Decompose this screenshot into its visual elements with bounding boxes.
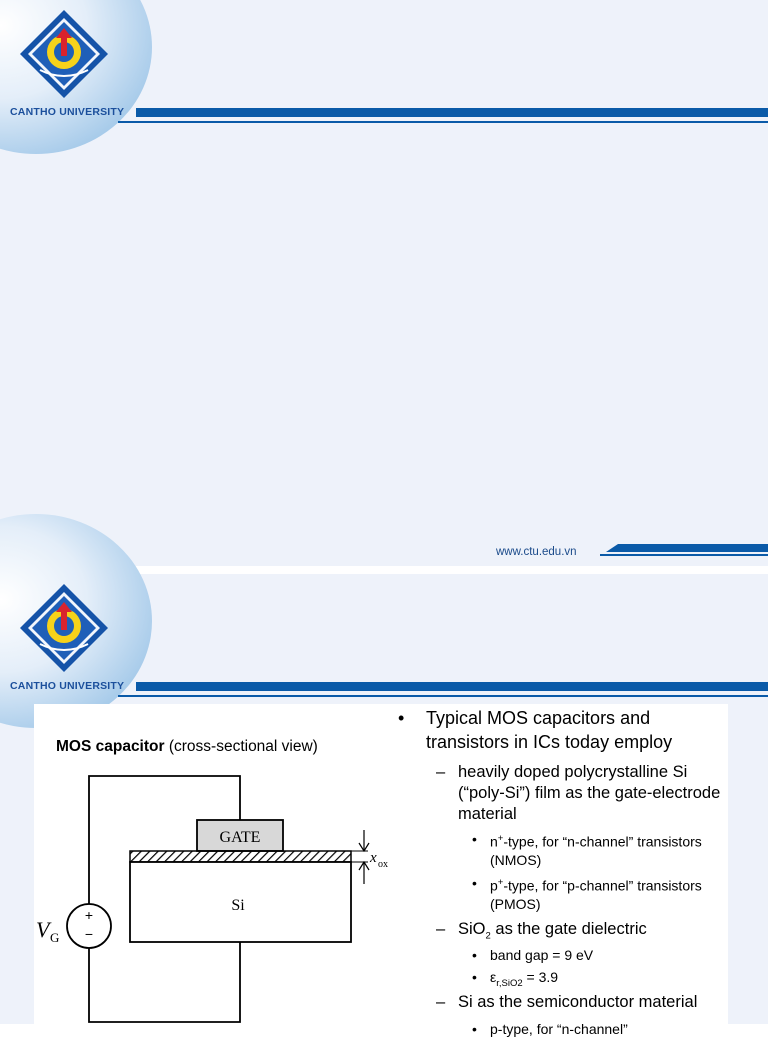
header-rule <box>118 695 768 697</box>
minus-sign: − <box>84 926 94 942</box>
slide-2 <box>0 574 768 1037</box>
university-name: CANTHO UNIVERSITY <box>10 680 125 692</box>
plus-sign: + <box>84 907 94 923</box>
footer-rule <box>600 554 768 556</box>
university-logo <box>18 582 110 674</box>
figure-title-bold: MOS capacitor <box>56 738 165 755</box>
vg-label: V <box>36 917 50 942</box>
header-bar <box>136 682 768 691</box>
footer-bar <box>606 544 768 552</box>
si-label: Si <box>231 897 245 914</box>
slide-content: MOS capacitor (cross-sectional view) GATE Si + − V G x ox • Typical MOS capacitors and transistors in ICs today employ – heavily doped polycrystalline Si (“poly-Si”) film as the gate-electrode material • n+-type, for “n-channel” transistors (NMOS) • p+-type, for “p-channel” transistors (PMOS) – SiO$_2$ as the gate dielectric • band gap = 9 eV • $\varepsilon_{r,SiO2} = 3.9$ – Si as the semiconductor material • p-type, for “n-channel” <box>34 704 728 1034</box>
header-rule <box>118 121 768 123</box>
xox-subscript: ox <box>378 859 388 870</box>
mos-capacitor-diagram <box>34 754 396 1034</box>
header-bar <box>136 108 768 117</box>
university-logo <box>18 8 110 100</box>
vg-subscript: G <box>50 930 60 945</box>
xox-label: x <box>370 850 377 866</box>
oxide-layer <box>130 851 351 862</box>
gate-label: GATE <box>219 829 261 846</box>
university-name: CANTHO UNIVERSITY <box>10 106 125 118</box>
footer-url: www.ctu.edu.vn <box>496 546 577 558</box>
bottom-wire <box>89 942 240 1022</box>
figure-title-rest: (cross-sectional view) <box>164 738 318 755</box>
